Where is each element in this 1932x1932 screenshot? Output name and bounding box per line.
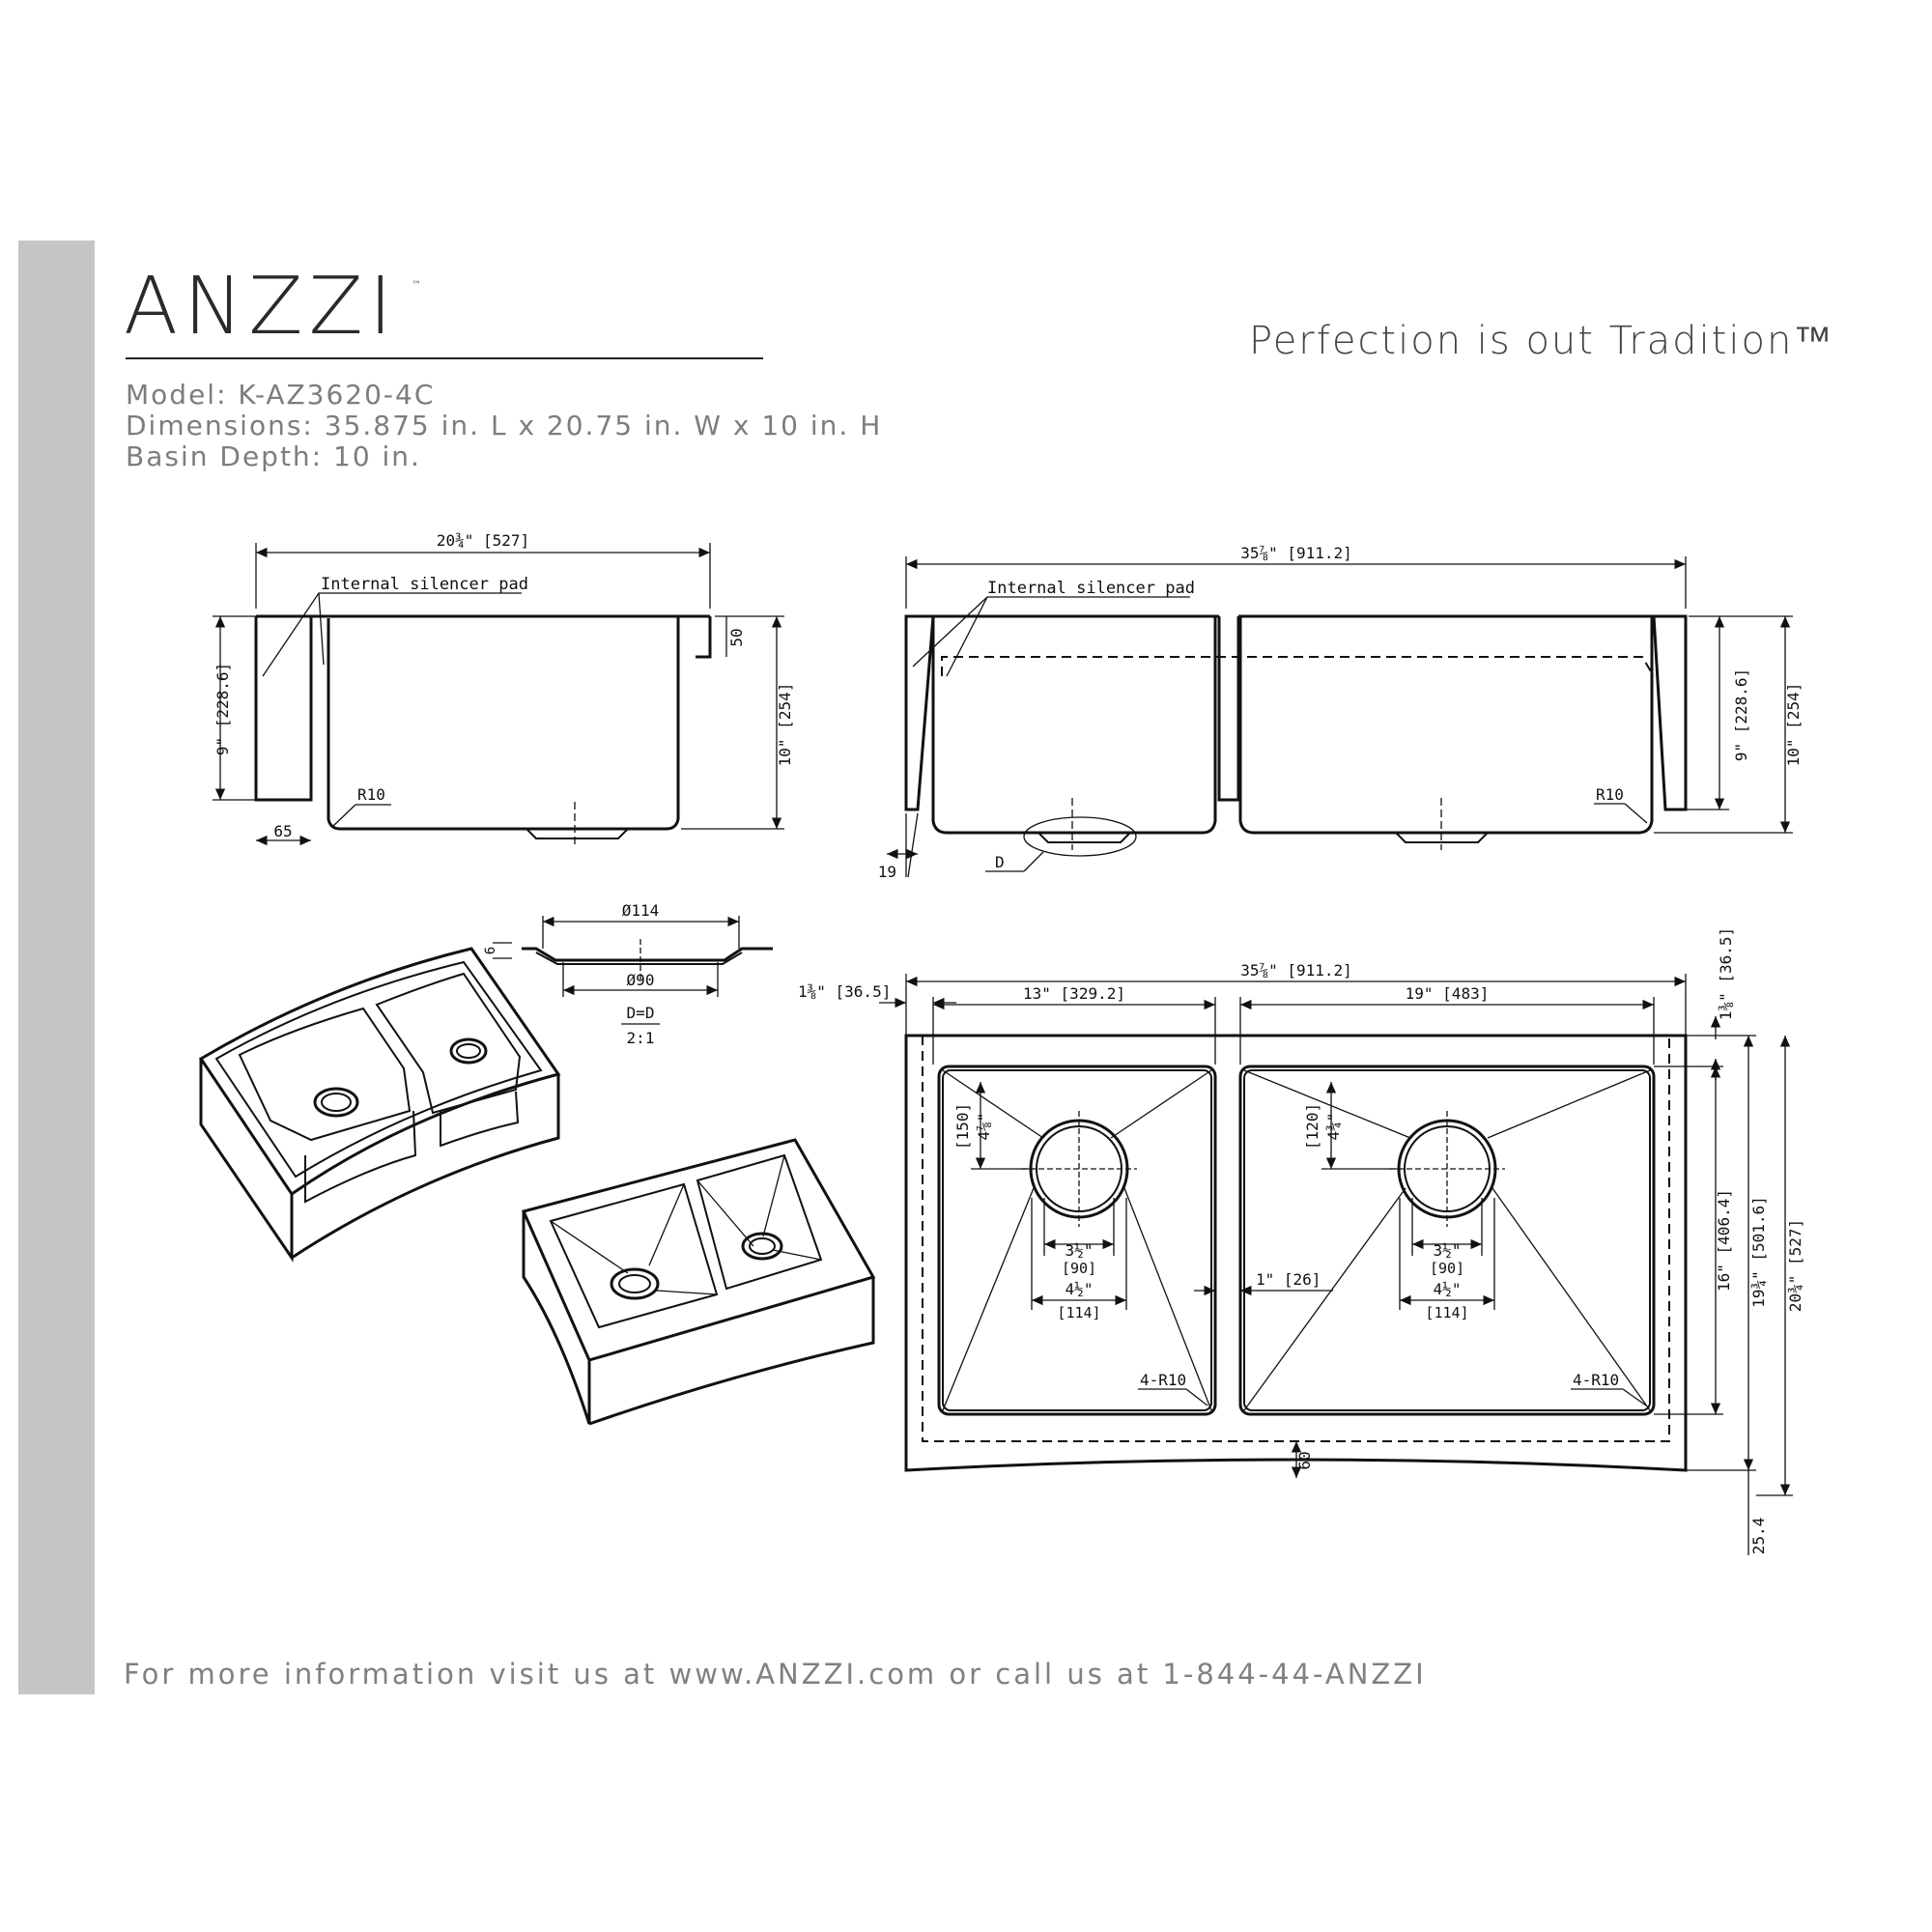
side-rim-label: 50: [727, 628, 746, 647]
side-apron-label: 65: [273, 822, 293, 840]
spec-dimensions: Dimensions: 35.875 in. L x 20.75 in. W x 10 in. H: [126, 410, 883, 441]
top-bowl-depth-label: 16" [406.4]: [1715, 1189, 1733, 1292]
top-left-drain-offset-label: [150]: [953, 1102, 972, 1151]
top-left-drain-mm-label: [90]: [1061, 1260, 1097, 1277]
brand-logo: ANZZI: [124, 261, 398, 353]
top-right-flange-mm-label: [114]: [1425, 1304, 1469, 1321]
top-divider-label: 1" [26]: [1256, 1270, 1321, 1289]
top-right-drain-in-label: 3½": [1433, 1241, 1462, 1260]
top-overall-width-label: 35⅞" [911.2]: [1240, 961, 1352, 980]
top-right-flange-in-label: 4½": [1433, 1280, 1462, 1298]
side-inner-height-label: 9" [228.6]: [213, 662, 232, 756]
drain-outer-dia-label: Ø114: [621, 901, 660, 920]
front-inner-height-label: 9" [228.6]: [1732, 668, 1750, 762]
top-left-flange-in-label: 4½": [1065, 1280, 1094, 1298]
front-width-label: 35⅞" [911.2]: [1240, 544, 1352, 562]
top-apron-bow-label: 25.4: [1749, 1517, 1768, 1555]
front-apron-label: 19: [877, 863, 896, 881]
top-left-radius-label: 4-R10: [1140, 1371, 1187, 1389]
top-inner-depth-label: 19¾" [501.6]: [1749, 1196, 1768, 1308]
side-radius-label: R10: [357, 785, 385, 804]
front-radius-label: R10: [1596, 785, 1624, 804]
top-left-bowl-width-label: 13" [329.2]: [1023, 984, 1125, 1003]
side-silencer-label: Internal silencer pad: [321, 575, 528, 594]
top-front-rim-label: 60: [1295, 1451, 1314, 1470]
tagline: Perfection is out Tradition™: [1249, 319, 1834, 363]
spec-basin-depth: Basin Depth: 10 in.: [126, 440, 421, 472]
front-detail-label: D: [995, 853, 1005, 871]
side-outer-height-label: 10" [254]: [776, 682, 794, 767]
top-left-margin-label: 1⅜" [36.5]: [798, 982, 892, 1001]
top-outer-depth-label: 20¾" [527]: [1786, 1218, 1804, 1313]
front-silencer-label: Internal silencer pad: [987, 579, 1195, 598]
top-left-drain-offset-in-label: 4⅞": [975, 1112, 993, 1141]
drain-scale-label: 2:1: [626, 1029, 655, 1047]
top-right-radius-label: 4-R10: [1573, 1371, 1620, 1389]
side-view: [213, 531, 794, 848]
isometric-view-bottom: [524, 1140, 873, 1424]
spec-model: Model: K-AZ3620-4C: [126, 379, 436, 411]
top-right-bowl-width-label: 19" [483]: [1405, 984, 1490, 1003]
drain-inner-dia-label: Ø90: [626, 971, 655, 989]
top-right-drain-mm-label: [90]: [1429, 1260, 1465, 1277]
front-outer-height-label: 10" [254]: [1784, 682, 1803, 767]
top-view: [798, 927, 1804, 1555]
top-right-margin-label: 1⅜" [36.5]: [1717, 926, 1735, 1021]
top-left-drain-in-label: 3½": [1065, 1241, 1094, 1260]
top-left-flange-mm-label: [114]: [1057, 1304, 1101, 1321]
drain-depth-label: 6: [483, 946, 498, 955]
isometric-view-top: [201, 946, 558, 1258]
drain-section-label: D=D: [626, 1004, 655, 1022]
front-view: [878, 544, 1803, 881]
side-width-label: 20¾" [527]: [436, 531, 530, 550]
drain-detail: [483, 901, 773, 1047]
top-right-drain-offset-label: [120]: [1303, 1102, 1321, 1151]
footer-contact: For more information visit us at www.ANZZI.com or call us at 1-844-44-ANZZI: [124, 1658, 1427, 1690]
top-right-drain-offset-in-label: 4¾": [1324, 1112, 1343, 1141]
brand-trademark: ™: [412, 280, 421, 291]
